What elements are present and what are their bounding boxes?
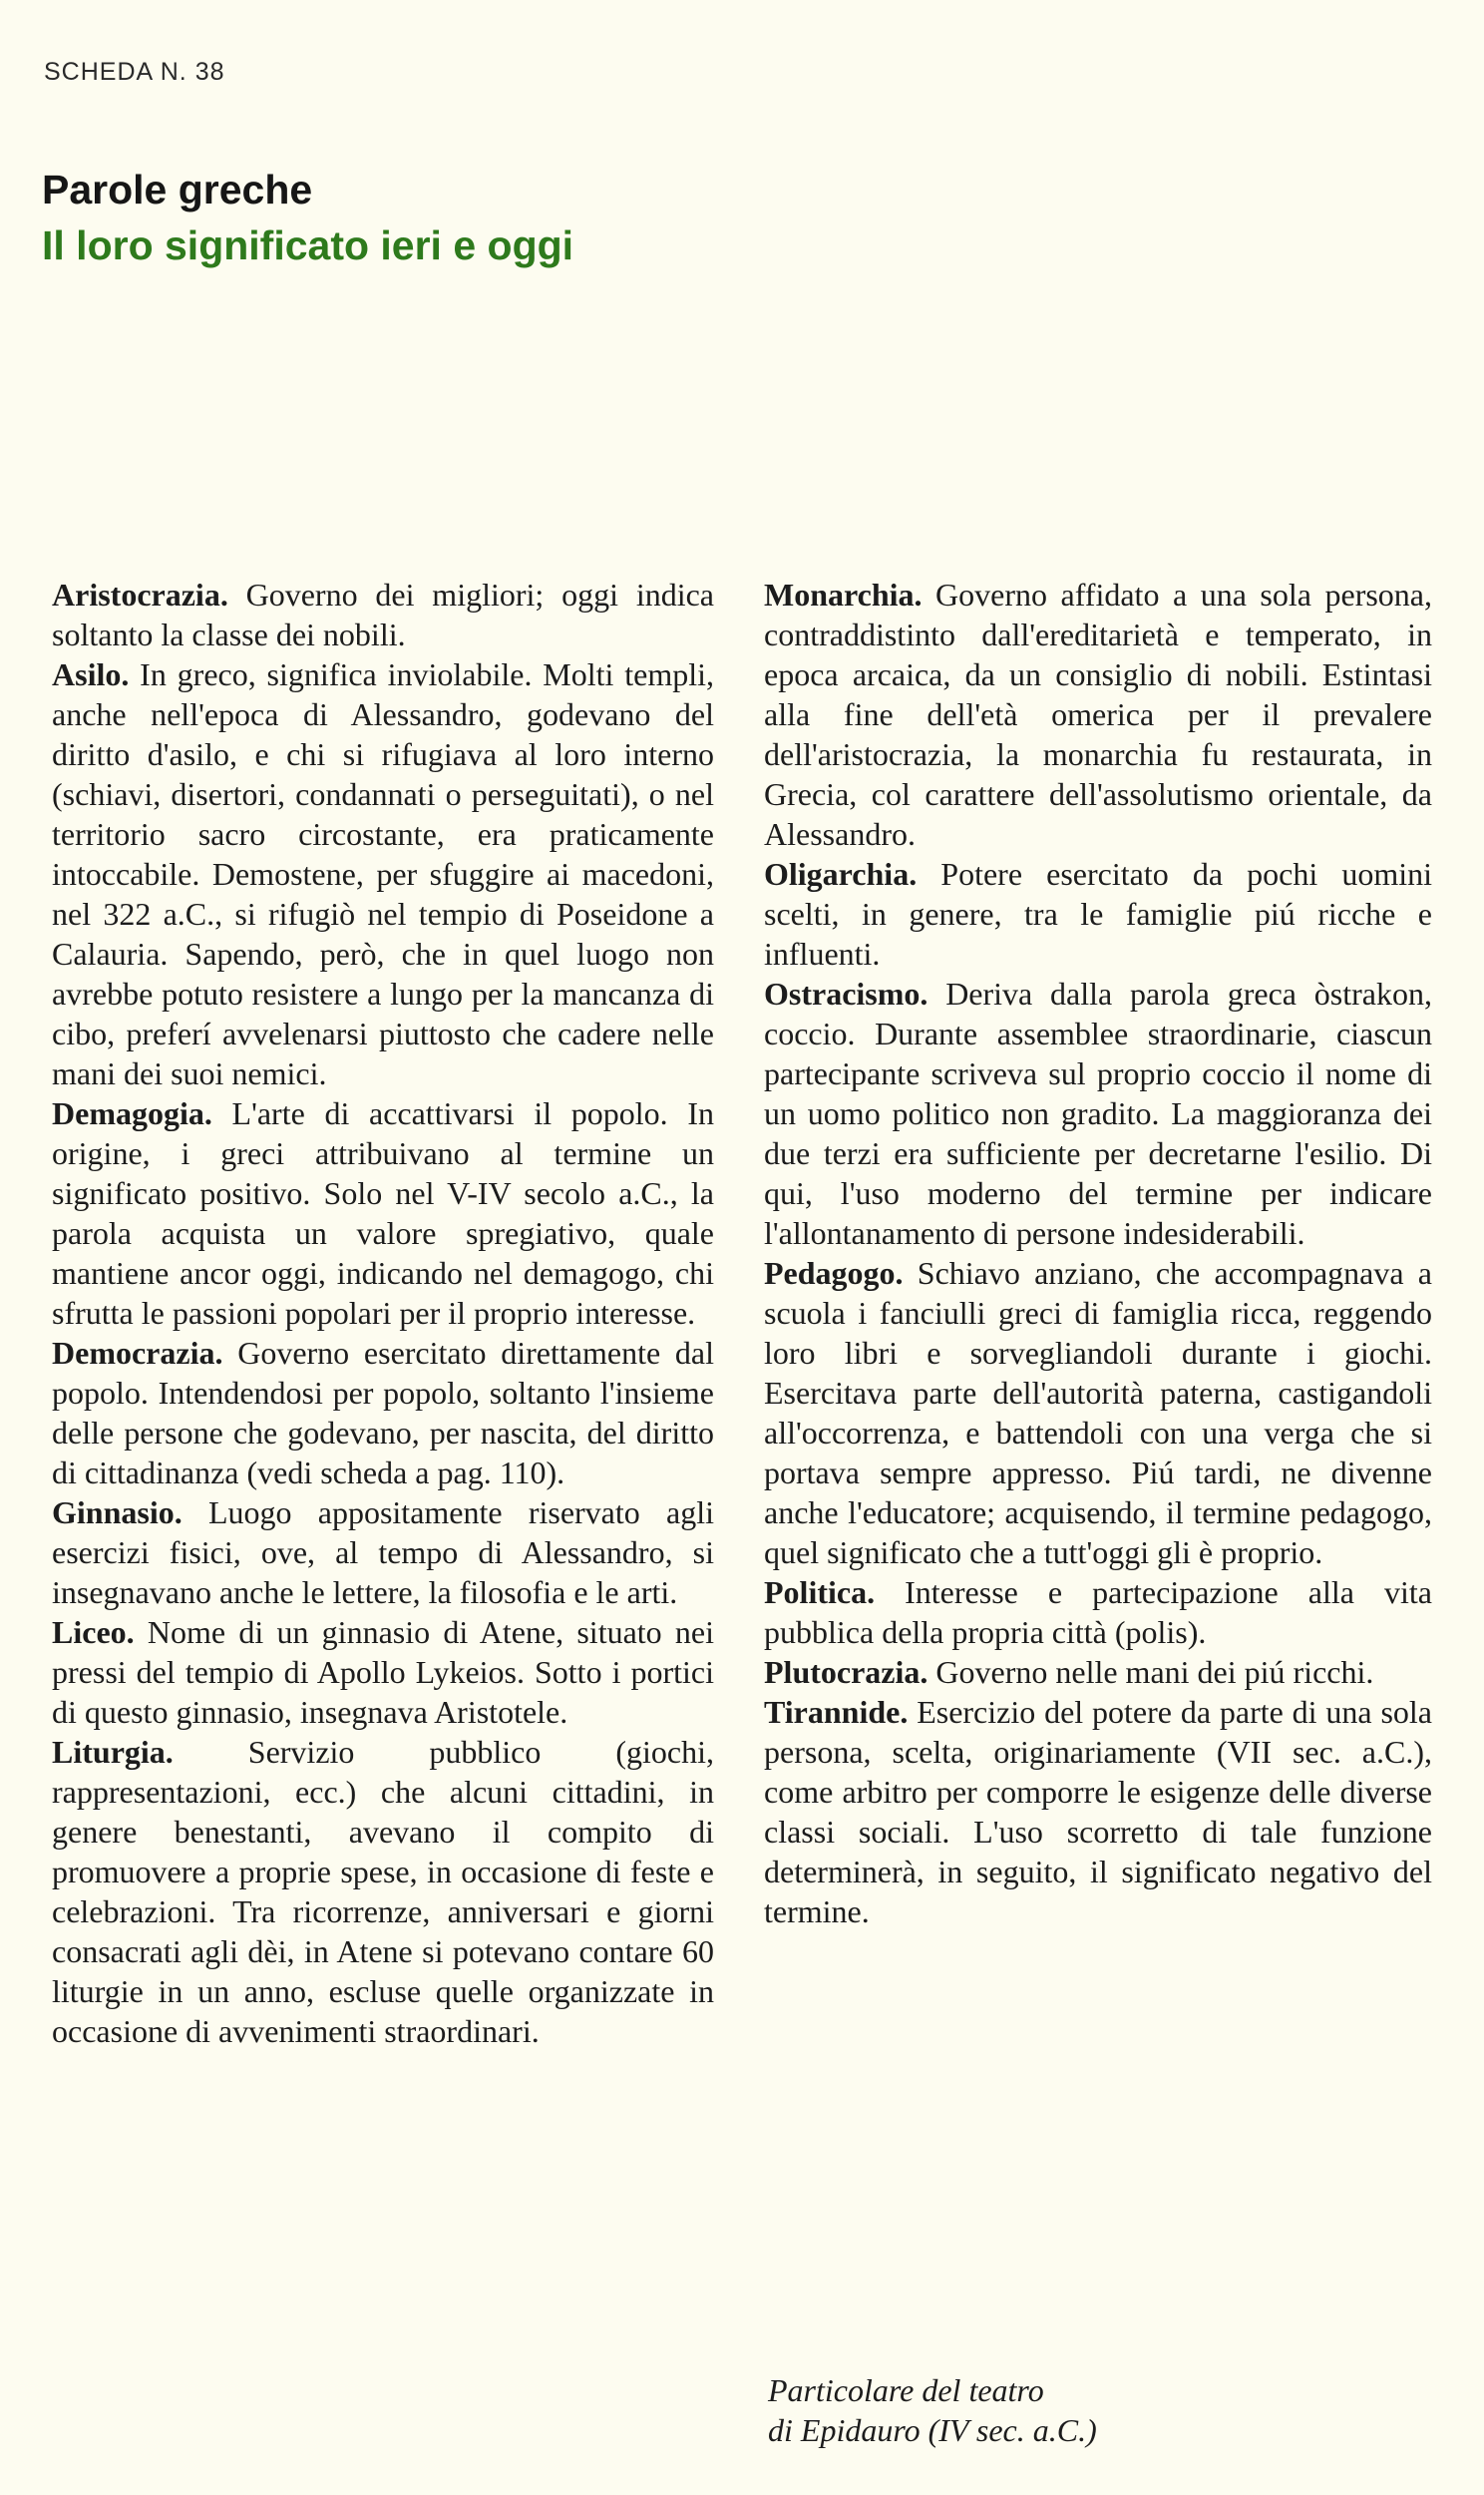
glossary-definition: Governo esercitato direttamente dal popolo. Intendendosi per popolo, soltanto l'insieme delle persone che godevano, per nascita, del diritto di cittadinanza (vedi scheda a pag. 110). <box>52 1335 714 1490</box>
glossary-definition: L'arte di accattivarsi il popolo. In origine, i greci attribuivano al termine un significato positivo. Solo nel V-IV secolo a.C., la parola acquista un valore spregiativo, quale mantiene ancor oggi, indicando nel demagogo, chi sfrutta le passioni popolari per il proprio interesse. <box>52 1095 714 1331</box>
glossary-term: Oligarchia. <box>764 856 918 892</box>
glossary-term: Politica. <box>764 1574 876 1610</box>
glossary-term: Liceo. <box>52 1614 135 1650</box>
glossary-entry-aristocrazia <box>52 575 714 654</box>
glossary-definition: Esercizio del potere da parte di una sola persona, scelta, originariamente (VII sec. a.C.), come arbitro per comporre le esigenze delle diverse classi sociali. L'uso scorretto di tale funzione determinerà, in seguito, il significato negativo del termine. <box>764 1694 1432 1929</box>
glossary-entry-asilo <box>52 654 714 1093</box>
glossary-term: Ginnasio. <box>52 1494 183 1530</box>
right-column <box>764 575 1432 1931</box>
glossary-term: Demagogia. <box>52 1095 212 1131</box>
glossary-definition: Interesse e partecipazione alla vita pubblica della propria città (polis). <box>764 1574 1432 1650</box>
glossary-term: Asilo. <box>52 656 130 692</box>
glossary-definition: Governo nelle mani dei piú ricchi. <box>928 1654 1374 1690</box>
glossary-term: Liturgia. <box>52 1734 174 1770</box>
glossary-term: Pedagogo. <box>764 1255 904 1291</box>
glossary-entry-demagogia <box>52 1093 714 1333</box>
glossary-entry-tirannide <box>764 1692 1432 1931</box>
glossary-definition: Deriva dalla parola greca òstrakon, coccio. Durante assemblee straordinarie, ciascun partecipante scriveva sul proprio coccio il nome di un uomo politico non gradito. La maggioranza dei due terzi era sufficiente per decretarne l'esilio. Di qui, l'uso moderno del termine per indicare l'allontanamento di persone indesiderabili. <box>764 976 1432 1251</box>
glossary-term: Aristocrazia. <box>52 577 228 613</box>
glossary-entry-ginnasio <box>52 1492 714 1612</box>
glossary-term: Tirannide. <box>764 1694 909 1730</box>
image-caption <box>768 2370 1097 2450</box>
glossary-entry-liceo <box>52 1612 714 1732</box>
header-label: SCHEDA N. 38 <box>44 58 225 86</box>
glossary-entry-democrazia <box>52 1333 714 1492</box>
page-title: Parole greche <box>42 167 313 212</box>
glossary-term: Monarchia. <box>764 577 923 613</box>
glossary-definition: Servizio pubblico (giochi, rappresentazioni, ecc.) che alcuni cittadini, in genere benestanti, avevano il compito di promuovere a proprie spese, in occasione di feste e celebrazioni. Tra ricorrenze, anniversari e giorni consacrati agli dèi, in Atene si potevano contare 60 liturgie in un anno, escluse quelle organizzate in occasione di avvenimenti straordinari. <box>52 1734 714 2049</box>
glossary-entry-plutocrazia <box>764 1652 1432 1692</box>
glossary-definition: Schiavo anziano, che accompagnava a scuola i fanciulli greci di famiglia ricca, reggendo loro libri e sorvegliandoli durante i giochi. Esercitava parte dell'autorità paterna, castigandoli all'occorrenza, e battendoli con una verga che si portava sempre appresso. Piú tardi, ne divenne anche l'educatore; acquisendo, il termine pedagogo, quel significato che a tutt'oggi gli è proprio. <box>764 1255 1432 1570</box>
glossary-entry-pedagogo <box>764 1253 1432 1572</box>
glossary-definition: Luogo appositamente riservato agli esercizi fisici, ove, al tempo di Alessandro, si insegnavano anche le lettere, la filosofia e le arti. <box>52 1494 714 1610</box>
glossary-term: Democrazia. <box>52 1335 223 1371</box>
glossary-definition: Governo affidato a una sola persona, contraddistinto dall'ereditarietà e temperato, in epoca arcaica, da un consiglio di nobili. Estintasi alla fine dell'età omerica per il prevalere dell'aristocrazia, la monarchia fu restaurata, in Grecia, col carattere dell'assolutismo orientale, da Alessandro. <box>764 577 1432 852</box>
glossary-definition: Potere esercitato da pochi uomini scelti, in genere, tra le famiglie piú ricche e influenti. <box>764 856 1432 972</box>
caption-line-2: di Epidauro (IV sec. a.C.) <box>768 2412 1097 2448</box>
glossary-definition: Governo dei migliori; oggi indica soltanto la classe dei nobili. <box>52 577 714 652</box>
title-block <box>42 162 573 273</box>
glossary-entry-ostracismo <box>764 974 1432 1253</box>
caption-line-1: Particolare del teatro <box>768 2372 1044 2408</box>
glossary-entry-politica <box>764 1572 1432 1652</box>
glossary-entry-monarchia <box>764 575 1432 854</box>
glossary-term: Ostracismo. <box>764 976 928 1012</box>
glossary-entry-oligarchia <box>764 854 1432 974</box>
page-subtitle: Il loro significato ieri e oggi <box>42 222 574 268</box>
glossary-definition: In greco, significa inviolabile. Molti templi, anche nell'epoca di Alessandro, godevano del diritto d'asilo, e chi si rifugiava al loro interno (schiavi, disertori, condannati o perseguitati), o nel territorio sacro circostante, era praticamente intoccabile. Demostene, per sfuggire ai macedoni, nel 322 a.C., si rifugiò nel tempio di Poseidone a Calauria. Sapendo, però, che in quel luogo non avrebbe potuto resistere a lungo per la mancanza di cibo, preferí avvelenarsi piuttosto che cadere nelle mani dei suoi nemici. <box>52 656 714 1091</box>
glossary-term: Plutocrazia. <box>764 1654 928 1690</box>
glossary-definition: Nome di un ginnasio di Atene, situato nei pressi del tempio di Apollo Lykeios. Sotto i portici di questo ginnasio, insegnava Aristotele. <box>52 1614 714 1730</box>
left-column <box>52 575 714 2051</box>
glossary-entry-liturgia <box>52 1732 714 2051</box>
